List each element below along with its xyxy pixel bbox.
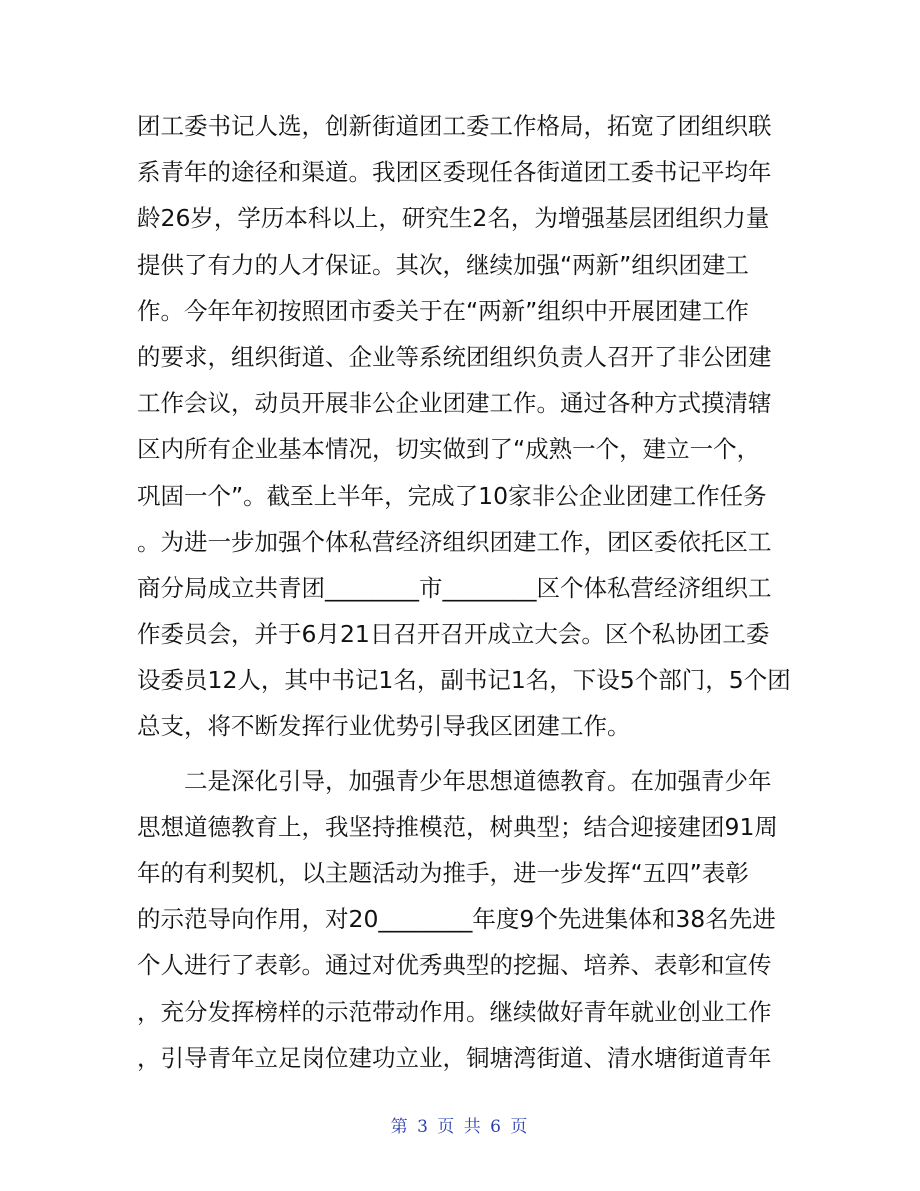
text-line: ，充分发挥榜样的示范带动作用。继续做好青年就业创业工作 bbox=[137, 997, 772, 1026]
text-line: 龄26岁，学历本科以上，研究生2名，为增强基层团组织力量 bbox=[137, 204, 770, 233]
text-line: 个人进行了表彰。通过对优秀典型的挖掘、培养、表彰和宣传 bbox=[137, 951, 772, 980]
text-line: 系青年的途径和渠道。我团区委现任各街道团工委书记平均年 bbox=[137, 158, 772, 187]
text-line: 巩固一个”。截至上半年，完成了10家非公企业团建工作任务 bbox=[137, 481, 767, 510]
text-line: 总支，将不断发挥行业优势引导我区团建工作。 bbox=[137, 712, 631, 741]
text-line: 作委员会，并于6月21日召开召开成立大会。区个私协团工委 bbox=[137, 620, 770, 649]
text-line: 工作会议，动员开展非公企业团建工作。通过各种方式摸清辖 bbox=[137, 389, 772, 418]
text-line: 设委员12人，其中书记1名，副书记1名，下设5个部门，5个团 bbox=[137, 666, 791, 695]
text-line: 提供了有力的人才保证。其次，继续加强“两新”组织团建工 bbox=[137, 250, 749, 279]
paragraph-2 bbox=[137, 758, 787, 1081]
text-line: 作。今年年初按照团市委关于在“两新”组织中开展团建工作 bbox=[137, 296, 749, 325]
text-line: 团工委书记人选，创新街道团工委工作格局，拓宽了团组织联 bbox=[137, 112, 772, 140]
text-line: 年的有利契机，以主题活动为推手，进一步发挥“五四”表彰 bbox=[137, 859, 749, 887]
text-line: 二是深化引导，加强青少年思想道德教育。在加强青少年 bbox=[137, 766, 772, 795]
page-number-footer: 第 3 页 共 6 页 bbox=[390, 1117, 530, 1137]
text-line: 思想道德教育上，我坚持推模范，树典型；结合迎接建团91周 bbox=[137, 812, 778, 841]
text-line: 的示范导向作用，对20________年度9个先进集体和38名先进 bbox=[137, 905, 776, 934]
paragraph-gap bbox=[137, 750, 787, 758]
text-line: ，引导青年立足岗位建功立业，铜塘湾街道、清水塘街道青年 bbox=[137, 1043, 772, 1072]
text-line: 的要求，组织街道、企业等系统团组织负责人召开了非公团建 bbox=[137, 342, 772, 371]
text-line: 。为进一步加强个体私营经济组织团建工作，团区委依托区工 bbox=[137, 527, 772, 556]
document-body bbox=[137, 103, 791, 1081]
text-line: 商分局成立共青团________市________区个体私营经济组织工 bbox=[137, 573, 772, 602]
text-line: 区内所有企业基本情况，切实做到了“成熟一个，建立一个， bbox=[137, 435, 761, 464]
paragraph-1 bbox=[137, 103, 791, 750]
